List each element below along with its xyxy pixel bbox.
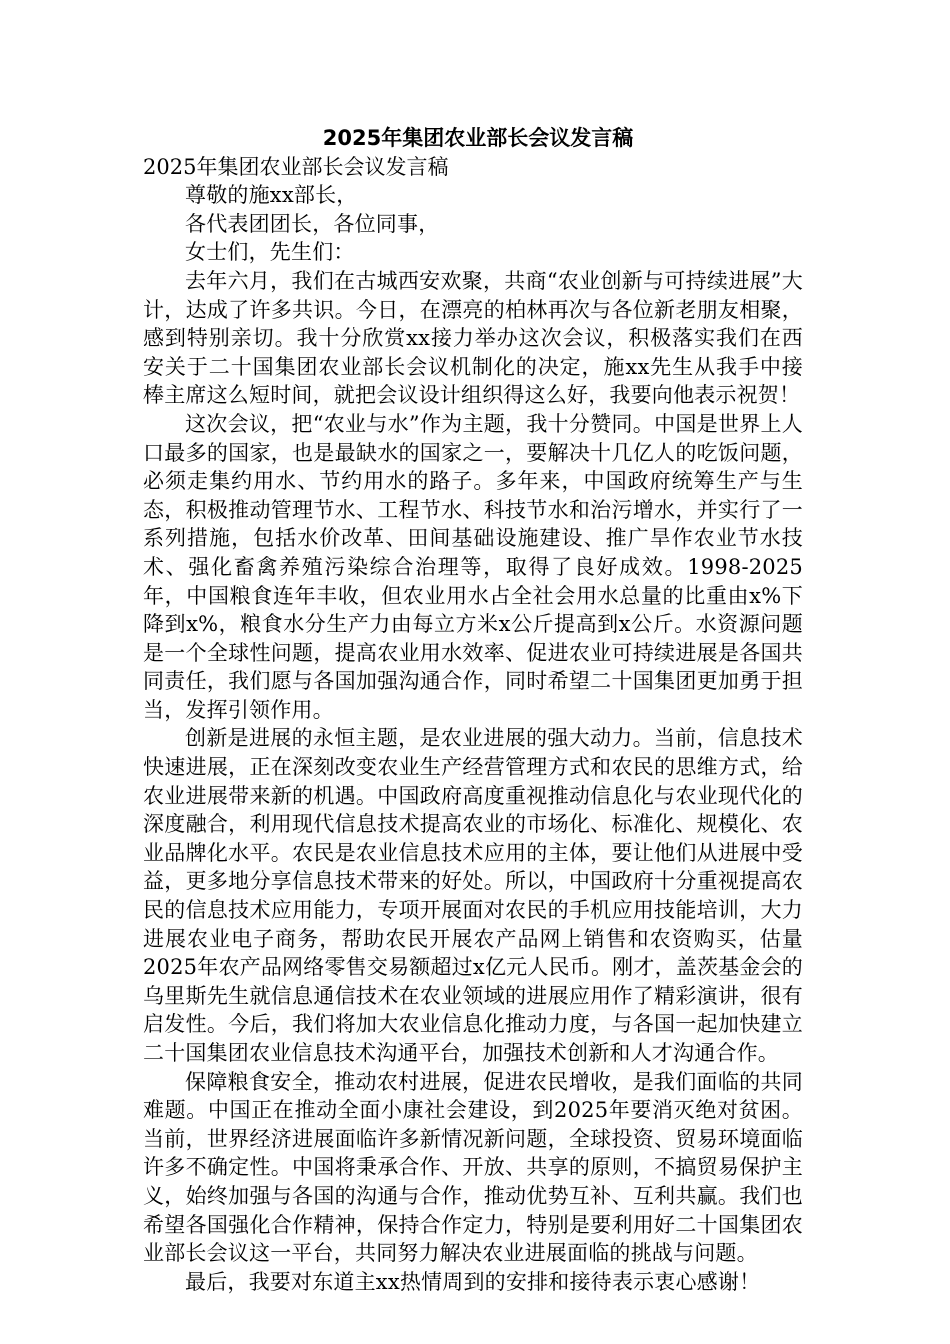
document-page	[143, 124, 803, 1296]
body-paragraph: 这次会议，把“农业与水”作为主题，我十分赞同。中国是世界上人口最多的国家，也是最缺水的国家之一，要解决十几亿人的吃饭问题，必须走集约用水、节约用水的路子。多年来，中国政府统筹生产与生态，积极推动管理节水、工程节水、科技节水和治污增水，并实行了一系列措施，包括水价改革、田间基础设施建设、推广旱作农业节水技术、强化畜禽养殖污染综合治理等，取得了良好成效。1998-2025年，中国粮食连年丰收，但农业用水占全社会用水总量的比重由x%下降到x%，粮食水分生产力由每立方米x公斤提高到x公斤。水资源问题是一个全球性问题，提高农业用水效率、促进农业可持续进展是各国共同责任，我们愿与各国加强沟通合作，同时希望二十国集团更加勇于担当，发挥引领作用。	[143, 411, 803, 722]
greeting-line: 各代表团团长，各位同事，	[185, 211, 440, 236]
document-title: 2025年集团农业部长会议发言稿	[322, 126, 634, 150]
document-subtitle: 2025年集团农业部长会议发言稿	[143, 154, 449, 179]
greeting-line: 女士们，先生们：	[185, 240, 355, 265]
body-paragraph: 保障粮食安全，推动农村进展，促进农民增收，是我们面临的共同难题。中国正在推动全面小康社会建设，到2025年要消灭绝对贫困。当前，世界经济进展面临许多新情况新问题，全球投资、贸易环境面临许多不确定性。中国将秉承合作、开放、共享的原则，不搞贸易保护主义，始终加强与各国的沟通与合作，推动优势互补、互利共赢。我们也希望各国强化合作精神，保持合作定力，特别是要利用好二十国集团农业部长会议这一平台，共同努力解决农业进展面临的挑战与问题。	[143, 1069, 803, 1266]
greeting-line: 尊敬的施xx部长，	[185, 183, 358, 208]
body-paragraph: 创新是进展的永恒主题，是农业进展的强大动力。当前，信息技术快速进展，正在深刻改变农业生产经营管理方式和农民的思维方式，给农业进展带来新的机遇。中国政府高度重视推动信息化与农业现代化的深度融合，利用现代信息技术提高农业的市场化、标准化、规模化、农业品牌化水平。农民是农业信息技术应用的主体，要让他们从进展中受益，更多地分享信息技术带来的好处。所以，中国政府十分重视提高农民的信息技术应用能力，专项开展面对农民的手机应用技能培训，大力进展农业电子商务，帮助农民开展农产品网上销售和农资购买，估量2025年农产品网络零售交易额超过x亿元人民币。刚才，盖茨基金会的乌里斯先生就信息通信技术在农业领域的进展应用作了精彩演讲，很有启发性。今后，我们将加大农业信息化推动力度，与各国一起加快建立二十国集团农业信息技术沟通平台，加强技术创新和人才沟通合作。	[143, 726, 803, 1065]
closing-paragraph: 最后，我要对东道主xx热情周到的安排和接待表示衷心感谢！	[185, 1269, 761, 1294]
body-paragraph: 去年六月，我们在古城西安欢聚，共商“农业创新与可持续进展”大计，达成了许多共识。今日，在漂亮的柏林再次与各位新老朋友相聚，感到特别亲切。我十分欣赏xx接力举办这次会议，积极落实我们在西安关于二十国集团农业部长会议机制化的决定，施xx先生从我手中接棒主席这么短时间，就把会议设计组织得这么好，我要向他表示祝贺！	[143, 268, 803, 408]
